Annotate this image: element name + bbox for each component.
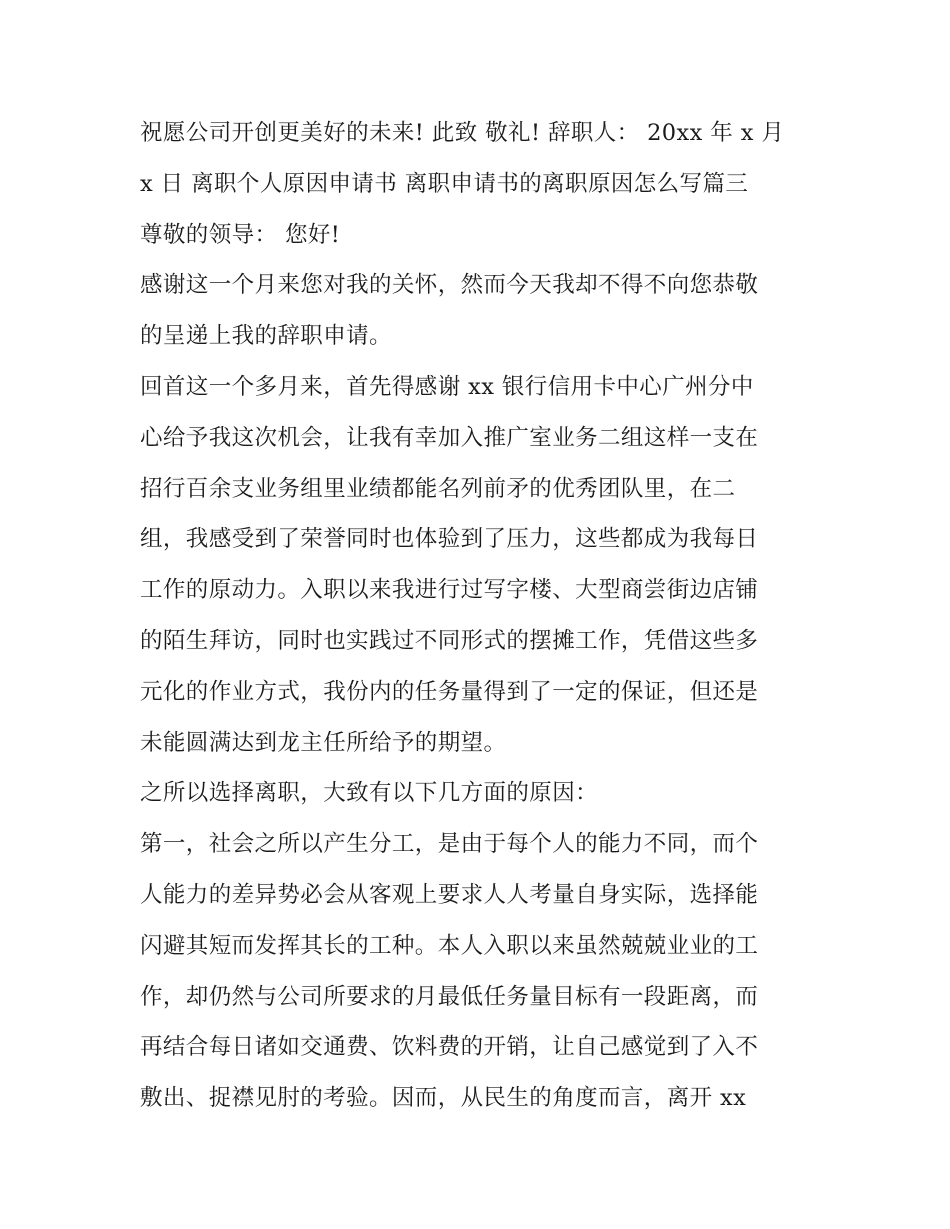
text-line: 的呈递上我的辞职申请。 [140, 323, 392, 350]
text-line: 心给予我这次机会，让我有幸加入推广室业务二组这样一支在 [140, 424, 759, 451]
text-line: x 日 离职个人原因申请书 离职申请书的离职原因怎么写篇三 [140, 170, 749, 197]
text-line: 第一，社会之所以产生分工，是由于每个人的能力不同，而个 [140, 831, 759, 858]
text-line: 再结合每日诸如交通费、饮料费的开销，让自己感觉到了入不 [140, 1034, 759, 1061]
text-line: 招行百余支业务组里业绩都能名列前矛的优秀团队里，在二 [140, 475, 736, 502]
text-line: 作，却仍然与公司所要求的月最低任务量目标有一段距离，而 [140, 983, 759, 1010]
text-line: 感谢这一个月来您对我的关怀，然而今天我却不得不向您恭敬 [140, 272, 759, 299]
text-line: 闪避其短而发挥其长的工种。本人入职以来虽然兢兢业业的工 [140, 932, 759, 959]
text-line: 的陌生拜访，同时也实践过不同形式的摆摊工作，凭借这些多 [140, 627, 759, 654]
text-line: 敷出、捉襟见肘的考验。因而，从民生的角度而言，离开 xx [140, 1085, 747, 1112]
text-line: 未能圆满达到龙主任所给予的期望。 [140, 729, 507, 756]
text-line: 组，我感受到了荣誉同时也体验到了压力，这些都成为我每日 [140, 526, 759, 553]
text-line: 人能力的差异势必会从客观上要求人人考量自身实际，选择能 [140, 881, 759, 908]
text-line: 尊敬的领导： 您好! [140, 221, 341, 248]
text-line: 工作的原动力。入职以来我进行过写字楼、大型商尝街边店铺 [140, 577, 759, 604]
text-line: 元化的作业方式，我份内的任务量得到了一定的保证，但还是 [140, 678, 759, 705]
document-body [140, 108, 820, 1124]
text-line: 之所以选择离职，大致有以下几方面的原因： [140, 780, 599, 807]
text-line: 祝愿公司开创更美好的未来! 此致 敬礼! 辞职人： 20xx 年 x 月 [140, 120, 785, 146]
text-line: 回首这一个多月来，首先得感谢 xx 银行信用卡中心广州分中 [140, 373, 754, 400]
